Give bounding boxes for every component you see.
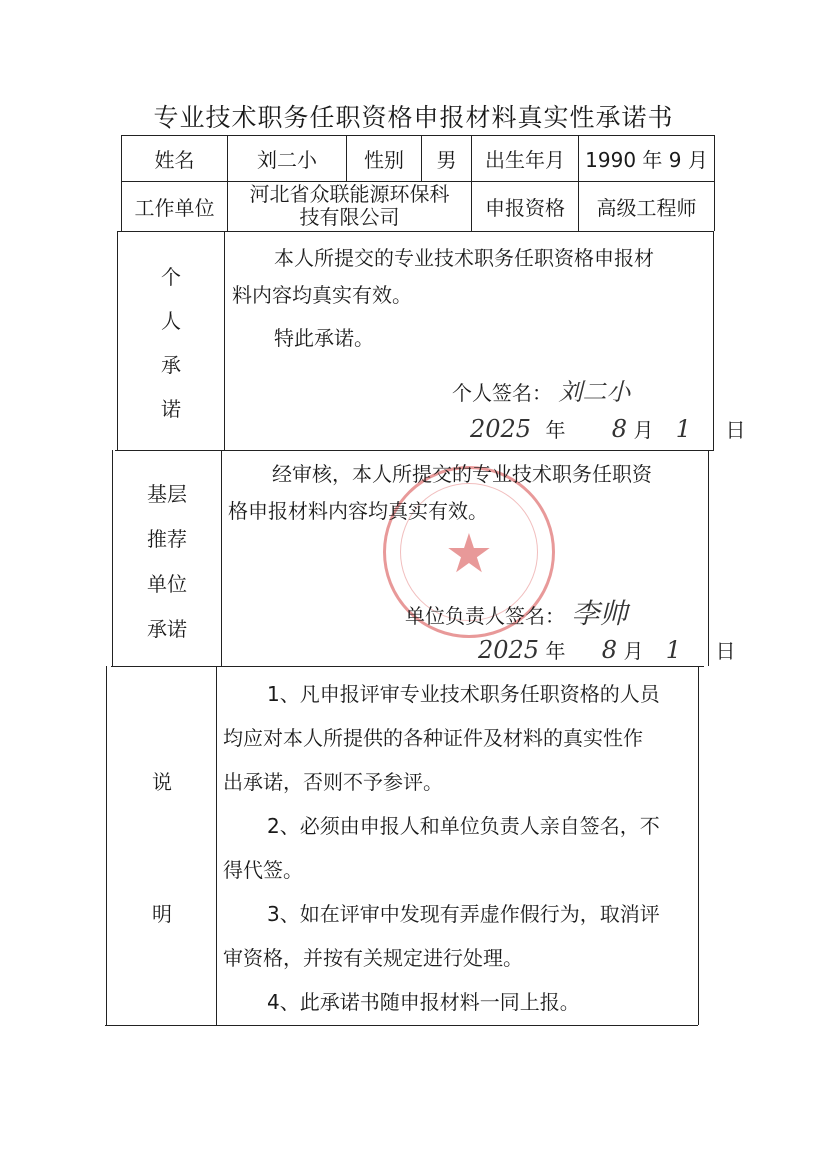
notes-line: 得代签。 bbox=[223, 858, 303, 882]
unit-value-line1: 河北省众联能源环保科 bbox=[249, 182, 450, 206]
birth-value: 1990 年 9 月 bbox=[585, 148, 708, 172]
qualification-label: 申报资格 bbox=[485, 196, 565, 220]
row-divider-2 bbox=[118, 231, 714, 232]
unit-date-row bbox=[478, 635, 735, 664]
personal-date-month: 8 bbox=[611, 415, 628, 443]
unit-label-line: 承诺 bbox=[147, 617, 187, 641]
personal-label-char: 个 bbox=[161, 265, 181, 289]
unit-signature-label: 单位负责人签名： bbox=[405, 604, 565, 628]
unit-date-month: 8 bbox=[601, 636, 618, 664]
gender-label: 性别 bbox=[364, 148, 404, 172]
notes-line: 1、凡申报评审专业技术职务任职资格的人员 bbox=[267, 682, 660, 706]
personal-date-year: 2025 bbox=[470, 415, 532, 443]
personal-signature-label: 个人签名： bbox=[452, 381, 552, 405]
notes-line: 均应对本人所提供的各种证件及材料的真实性作 bbox=[223, 726, 643, 750]
unit-value-line2: 技有限公司 bbox=[299, 205, 400, 229]
personal-date-year-unit: 年 bbox=[545, 418, 566, 442]
personal-pledge-closing: 特此承诺。 bbox=[274, 326, 374, 350]
document-title: 专业技术职务任职资格申报材料真实性承诺书 bbox=[153, 103, 674, 132]
unit-date-day: 1 bbox=[665, 636, 682, 664]
personal-date-day: 1 bbox=[675, 415, 692, 443]
personal-date-day-unit: 日 bbox=[725, 418, 746, 442]
notes-label-char: 明 bbox=[152, 901, 172, 926]
gender-value: 男 bbox=[436, 148, 457, 172]
unit-label-line: 推荐 bbox=[147, 527, 187, 551]
unit-para-line: 格申报材料内容均真实有效。 bbox=[228, 499, 488, 523]
unit-date-year-unit: 年 bbox=[545, 639, 566, 663]
col-divider-unit bbox=[221, 450, 222, 666]
seal-star-icon: ★ bbox=[444, 522, 494, 585]
unit-pledge-text bbox=[228, 456, 710, 530]
notes-text bbox=[223, 672, 695, 1024]
name-label: 姓名 bbox=[154, 148, 195, 172]
notes-line: 3、如在评审中发现有弄虚作假行为，取消评 bbox=[267, 902, 660, 926]
row-divider-3 bbox=[115, 450, 714, 451]
notes-line: 出承诺，否则不予参评。 bbox=[223, 770, 443, 794]
notes-line: 4、此承诺书随申报材料一同上报。 bbox=[267, 990, 580, 1014]
birth-label: 出生年月 bbox=[485, 148, 565, 172]
col-divider-personal bbox=[224, 231, 225, 450]
unit-date-year: 2025 bbox=[478, 636, 540, 664]
personal-date-month-unit: 月 bbox=[633, 418, 654, 442]
personal-para-line: 料内容均真实有效。 bbox=[232, 283, 412, 307]
notes-label-char: 说 bbox=[152, 769, 172, 794]
unit-value bbox=[228, 183, 471, 231]
table-border-left-4 bbox=[106, 666, 107, 1025]
unit-para-line: 经审核，本人所提交的专业技术职务任职资 bbox=[272, 462, 652, 486]
unit-pledge-label bbox=[113, 472, 221, 652]
personal-pledge-text bbox=[232, 240, 712, 357]
unit-label-line: 基层 bbox=[147, 482, 187, 506]
unit-signature-row bbox=[405, 592, 627, 632]
table-border-right-1 bbox=[714, 135, 715, 231]
col-divider-notes bbox=[216, 666, 217, 1025]
unit-label-line: 单位 bbox=[147, 572, 187, 596]
personal-label-char: 人 bbox=[161, 309, 181, 333]
personal-date-row bbox=[470, 414, 745, 443]
personal-label-char: 承 bbox=[161, 353, 181, 377]
personal-pledge-label bbox=[118, 255, 224, 431]
table-border-right-4 bbox=[698, 666, 699, 1025]
qualification-value: 高级工程师 bbox=[596, 196, 697, 220]
unit-label: 工作单位 bbox=[134, 196, 215, 220]
table-border-bottom bbox=[105, 1025, 698, 1026]
personal-label-char: 诺 bbox=[161, 397, 181, 421]
row-divider-4 bbox=[111, 666, 704, 667]
personal-signature-row bbox=[452, 372, 630, 407]
unit-date-month-unit: 月 bbox=[623, 639, 644, 663]
unit-signature: 李帅 bbox=[571, 597, 628, 630]
unit-date-day-unit: 日 bbox=[715, 639, 736, 663]
notes-line: 审资格，并按有关规定进行处理。 bbox=[223, 946, 523, 970]
personal-signature: 刘二小 bbox=[558, 378, 631, 406]
notes-line: 2、必须由申报人和单位负责人亲自签名，不 bbox=[267, 814, 660, 838]
name-value: 刘二小 bbox=[257, 148, 317, 172]
personal-para-line: 本人所提交的专业技术职务任职资格申报材 bbox=[274, 246, 654, 270]
